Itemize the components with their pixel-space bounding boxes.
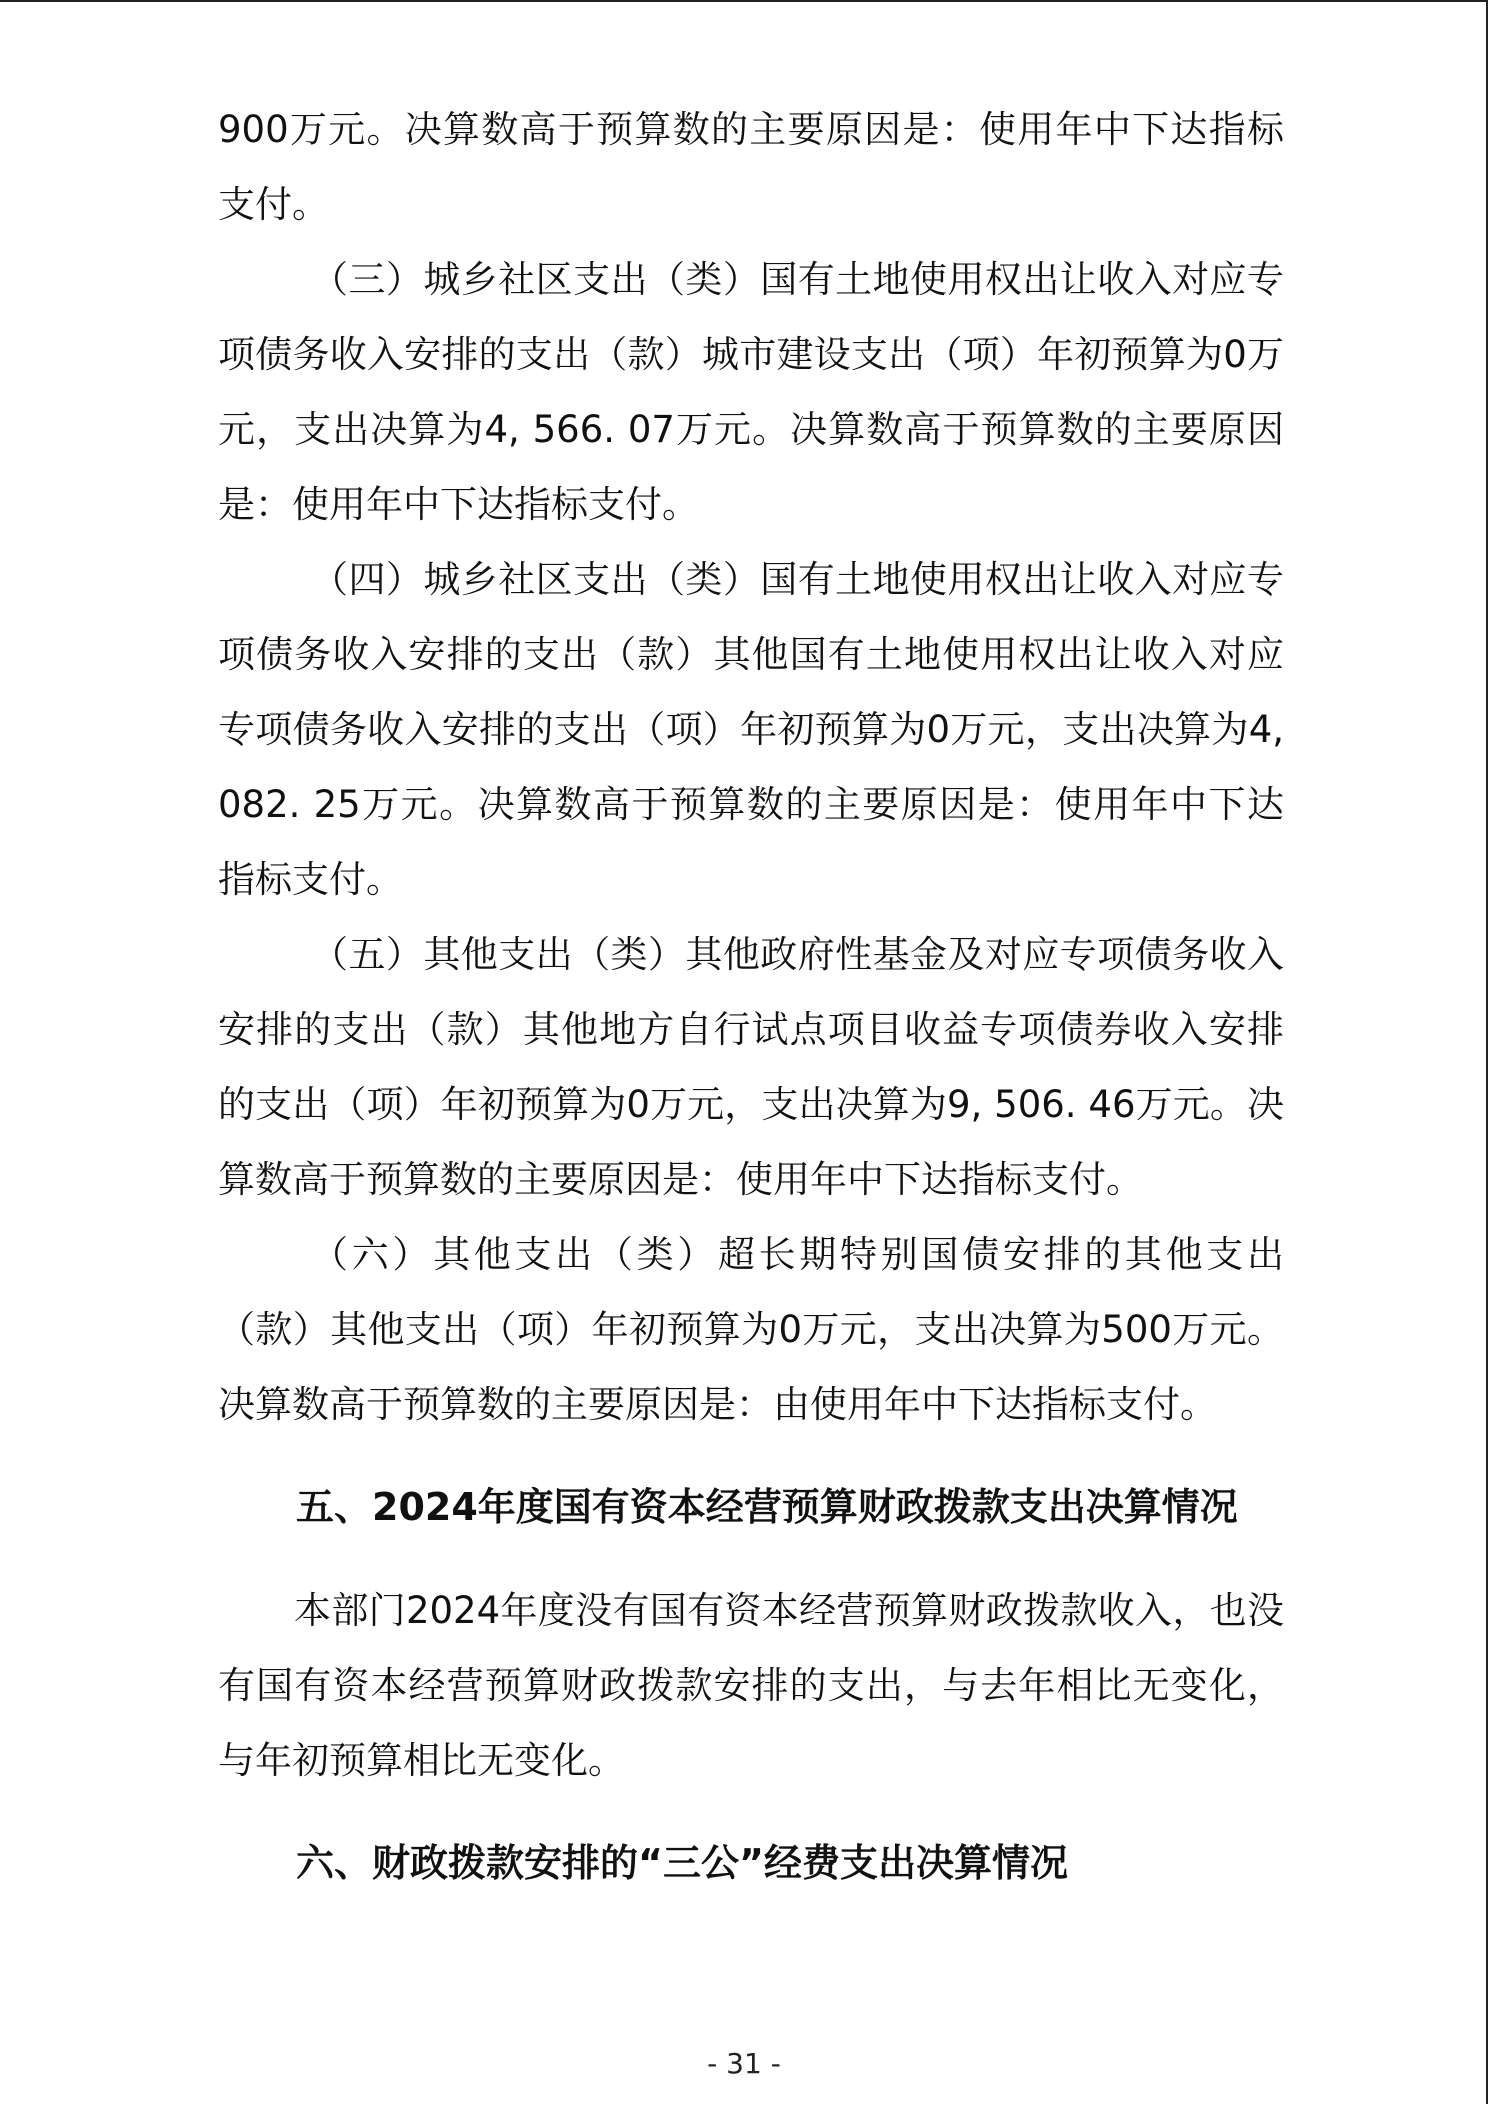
paragraph-item-5: （五）其他支出（类）其他政府性基金及对应专项债务收入安排的支出（款）其他地方自行试点项目收益专项债券收入安排的支出（项）年初预算为0万元，支出决算为9, 506. 46万元。决算数高于预算数的主要原因是：使用年中下达指标支付。 [218,933,1284,1201]
document-body [218,92,1284,1901]
section-heading-6: 六、财政拨款安排的“三公”经费支出决算情况 [296,1841,1068,1885]
section-heading-5: 五、2024年度国有资本经营预算财政拨款支出决算情况 [296,1485,1238,1529]
paragraph-item-3: （三）城乡社区支出（类）国有土地使用权出让收入对应专项债务收入安排的支出（款）城市建设支出（项）年初预算为0万元，支出决算为4, 566. 07万元。决算数高于预算数的主要原因是：使用年中下达指标支付。 [218,258,1284,526]
paragraph-continuation: 900万元。决算数高于预算数的主要原因是：使用年中下达指标支付。 [218,108,1284,226]
paragraph-item-6: （六）其他支出（类）超长期特别国债安排的其他支出（款）其他支出（项）年初预算为0万元，支出决算为500万元。决算数高于预算数的主要原因是：由使用年中下达指标支付。 [218,1233,1284,1426]
page-number: - 31 - [707,2047,781,2080]
paragraph-item-4: （四）城乡社区支出（类）国有土地使用权出让收入对应专项债务收入安排的支出（款）其他国有土地使用权出让收入对应专项债务收入安排的支出（项）年初预算为0万元，支出决算为4, 082. 25万元。决算数高于预算数的主要原因是：使用年中下达指标支付。 [218,558,1284,901]
paragraph-section-5: 本部门2024年度没有国有资本经营预算财政拨款收入，也没有国有资本经营预算财政拨款安排的支出，与去年相比无变化，与年初预算相比无变化。 [218,1589,1284,1782]
